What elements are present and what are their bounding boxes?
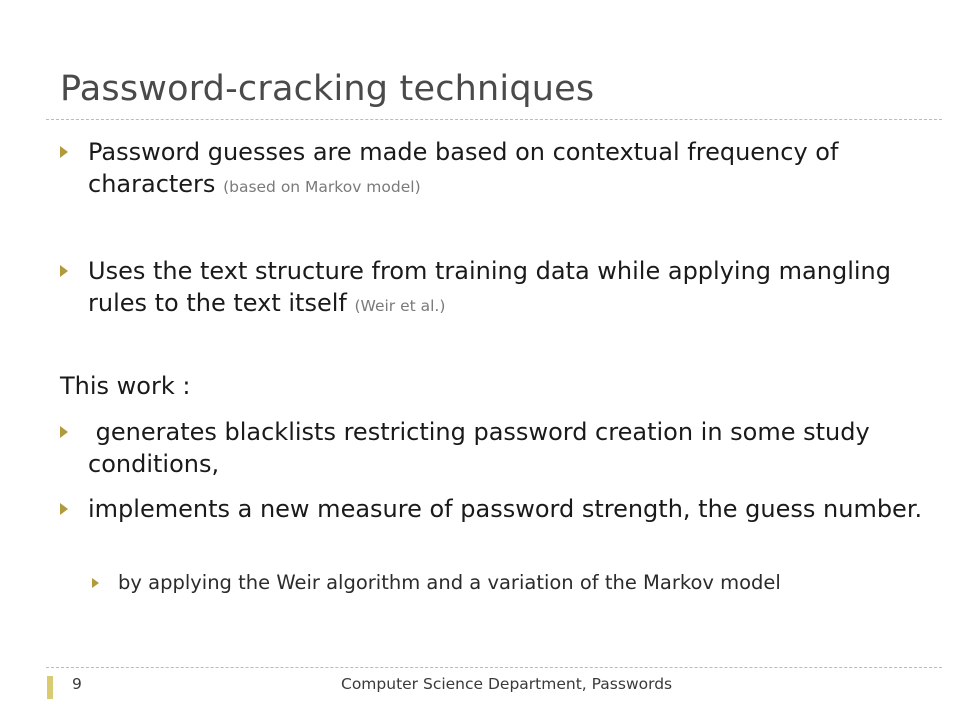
bullet-item (88, 136, 938, 203)
footer-text: Computer Science Department, Passwords (341, 675, 673, 693)
bullet-citation: (based on Markov model) (223, 178, 421, 196)
footer-divider (46, 667, 942, 668)
bullet-arrow-icon (60, 265, 68, 277)
footer-accent-bar (47, 676, 53, 699)
bullet-arrow-icon (60, 146, 68, 158)
page-number: 9 (72, 675, 82, 693)
sub-item: by applying the Weir algorithm and a variation of the Markov model (118, 571, 781, 594)
sub-bullet-arrow-icon (92, 578, 99, 588)
title-divider (46, 119, 942, 120)
bullet-text: Password guesses are made based on contextual frequency of characters (88, 138, 839, 198)
bullet-item (88, 255, 938, 322)
bullet-citation: (Weir et al.) (354, 297, 446, 315)
this-work-label: This work : (60, 372, 191, 400)
work-item: generates blacklists restricting password creation in some study conditions, (88, 418, 878, 478)
slide-title: Password-cracking techniques (60, 69, 595, 109)
bullet-arrow-icon (60, 503, 68, 515)
bullet-arrow-icon (60, 426, 68, 438)
work-item: implements a new measure of password strength, the guess number. (88, 495, 923, 523)
bullet-text: Uses the text structure from training data while applying mangling rules to the text itself (88, 257, 891, 317)
